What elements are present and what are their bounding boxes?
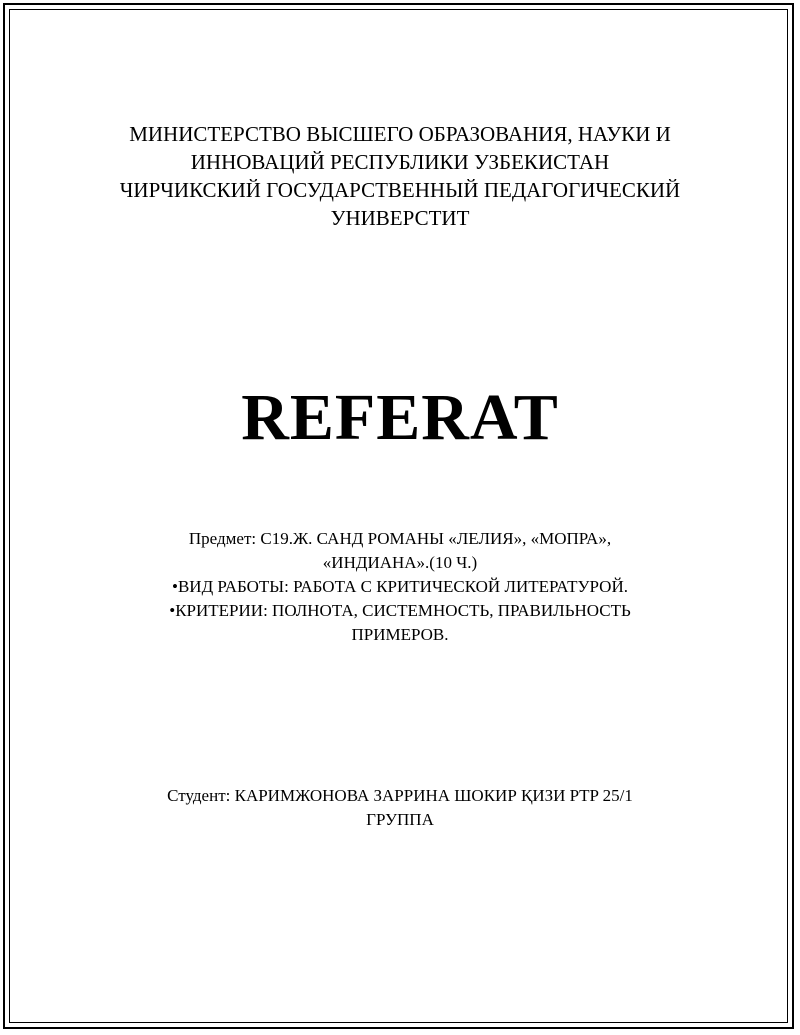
criteria-line: •КРИТЕРИИ: ПОЛНОТА, СИСТЕМНОСТЬ, ПРАВИЛЬНОСТЬ [169,601,631,620]
subject-block [0,527,800,647]
subject-line: «ИНДИАНА».(10 Ч.) [322,553,478,572]
work-type-line: •ВИД РАБОТЫ: РАБОТА С КРИТИЧЕСКОЙ ЛИТЕРАТУРОЙ. [172,577,628,596]
header-line: МИНИСТЕРСТВО ВЫСШЕГО ОБРАЗОВАНИЯ, НАУКИ И [129,122,671,146]
subject-line: Предмет: С19.Ж. САНД РОМАНЫ «ЛЕЛИЯ», «МОПРА», [188,529,612,548]
header-line: ИННОВАЦИЙ РЕСПУБЛИКИ УЗБЕКИСТАН [190,150,610,174]
ministry-header [0,120,800,232]
criteria-line: ПРИМЕРОВ. [351,625,449,644]
student-line: ГРУППА [366,810,434,829]
header-line: ЧИРЧИКСКИЙ ГОСУДАРСТВЕННЫЙ ПЕДАГОГИЧЕСКИЙ [119,178,681,202]
student-line: Студент: КАРИМЖОНОВА ЗАРРИНА ШОКИР ҚИЗИ PTP 25/1 [167,786,633,805]
header-line: УНИВЕРСТИТ [330,206,470,230]
document-title: REFERAT [241,381,559,454]
student-block [0,784,800,832]
